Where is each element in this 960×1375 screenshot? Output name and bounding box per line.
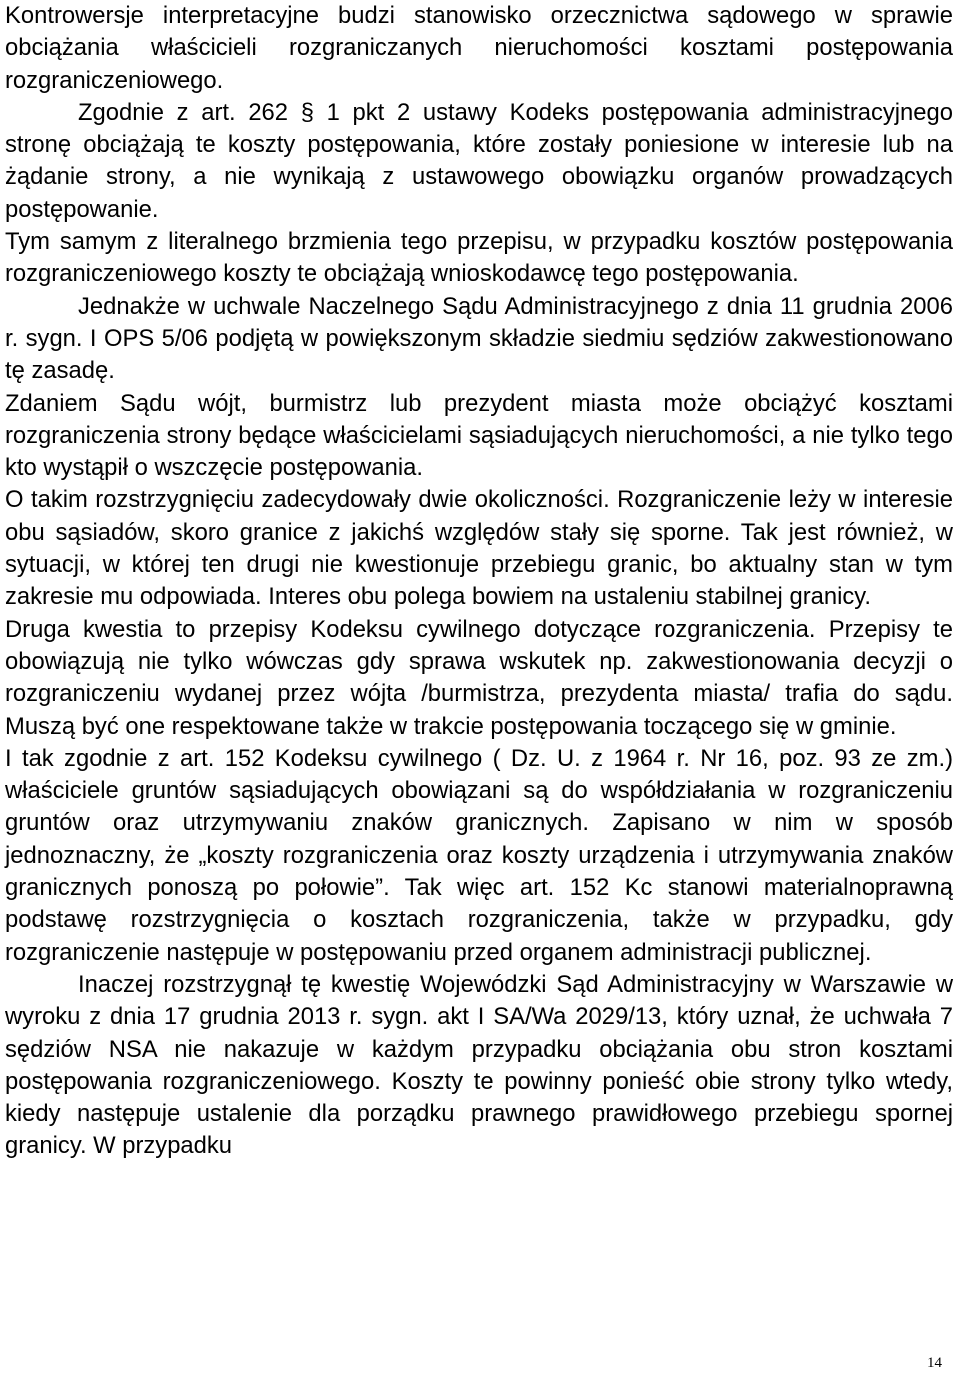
paragraph-9: Inaczej rozstrzygnął tę kwestię Wojewódzki Sąd Administracyjny w Warszawie w wyroku z dnia 17 grudnia 2013 r. sygn. akt I SA/Wa 2029/13, który uznał, że uchwała 7 sędziów NSA nie nakazuje w każdym przypadku obciążania obu stron kosztami postępowania rozgraniczeniowego. Koszty te powinny ponieść obie strony tylko wtedy, kiedy następuje ustalenie dla porządku prawnego prawidłowego przebiegu spornej granicy. W przypadku bbox=[5, 970, 953, 1160]
document-body bbox=[5, 0, 953, 1163]
paragraph-4: Jednakże w uchwale Naczelnego Sądu Administracyjnego z dnia 11 grudnia 2006 r. sygn. I OPS 5/06 podjętą w powiększonym składzie siedmiu sędziów zakwestionowano tę zasadę. bbox=[5, 292, 953, 385]
paragraph-3: Tym samym z literalnego brzmienia tego przepisu, w przypadku kosztów postępowania rozgraniczeniowego koszty te obciążają wnioskodawcę tego postępowania. bbox=[5, 228, 953, 288]
page-number: 14 bbox=[927, 1355, 942, 1371]
paragraph-8: I tak zgodnie z art. 152 Kodeksu cywilnego ( Dz. U. z 1964 r. Nr 16, poz. 93 ze zm.) właściciele gruntów sąsiadujących obowiązani są do współdziałania w rozgraniczeniu gruntów oraz utrzymywaniu znaków granicznych. Zapisano w nim w sposób jednoznaczny, że „koszty rozgraniczenia oraz koszty urządzenia i utrzymywania znaków granicznych ponoszą po połowie”. Tak więc art. 152 Kc stanowi materialnoprawną podstawę rozstrzygnięcia o kosztach rozgraniczenia, także w przypadku, gdy rozgraniczenie następuje w postępowaniu przed organem administracji publicznej. bbox=[5, 744, 953, 966]
paragraph-1: Kontrowersje interpretacyjne budzi stanowisko orzecznictwa sądowego w sprawie obciążania właścicieli rozgraniczanych nieruchomości kosztami postępowania rozgraniczeniowego. bbox=[5, 2, 953, 94]
paragraph-7: Druga kwestia to przepisy Kodeksu cywilnego dotyczące rozgraniczenia. Przepisy te obowiązują nie tylko wówczas gdy sprawa wskutek np. zakwestionowania decyzji o rozgraniczeniu wydanej przez wójta /burmistrza, prezydenta miasta/ trafia do sądu. Muszą być one respektowane także w trakcie postępowania toczącego się w gminie. bbox=[5, 615, 953, 740]
paragraph-6: O takim rozstrzygnięciu zadecydowały dwie okoliczności. Rozgraniczenie leży w interesie obu sąsiadów, skoro granice z jakichś względów stały się sporne. Tak jest również, w sytuacji, w której ten drugi nie kwestionuje przebiegu granic, bo aktualny stan w tym zakresie mu odpowiada. Interes obu polega bowiem na ustaleniu stabilnej granicy. bbox=[5, 486, 953, 611]
paragraph-2: Zgodnie z art. 262 § 1 pkt 2 ustawy Kodeks postępowania administracyjnego stronę obciążają te koszty postępowania, które zostały poniesione w interesie lub na żądanie strony, a nie wynikają z ustawowego obowiązku organów prowadzących postępowanie. bbox=[5, 98, 953, 223]
paragraph-5: Zdaniem Sądu wójt, burmistrz lub prezydent miasta może obciążyć kosztami rozgraniczenia strony będące właścicielami sąsiadujących nieruchomości, a nie tylko tego kto wystąpił o wszczęcie postępowania. bbox=[5, 389, 953, 482]
